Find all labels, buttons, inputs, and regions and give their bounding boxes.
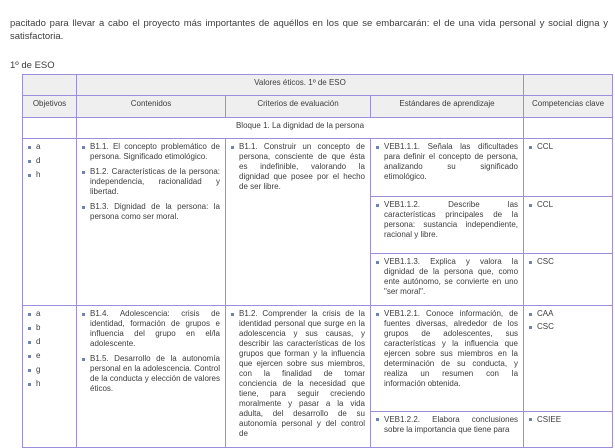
criterio-item: B1.2. Comprender la crisis de la identidad personal que surge en la adolescencia y sus causas, y describir las características de los grupos que forman y la influencia que ejercen sobre sus miembros, con la finalidad de tomar conciencia de la necesidad que tiene, para seguir creciendo moralmente y pasar a la vida adulta, del desarrollo de su autonomía personal y del control de — [231, 309, 365, 439]
table-title-cell: Valores éticos. 1º de ESO — [77, 75, 524, 96]
objetivos-list — [28, 309, 71, 389]
section-heading: 1º de ESO — [10, 59, 55, 71]
intro-paragraph: pacitado para llevar a cabo el proyecto más importantes de aquéllos en los que se embarcarán: el de una vida personal y social digna y satisfactoria. — [10, 17, 608, 42]
objetivos-list — [28, 142, 71, 180]
objetivo-item: g — [28, 365, 71, 375]
competencia-item: CSC — [529, 257, 607, 267]
competencia-item: CSC — [529, 322, 607, 332]
column-header-row — [23, 96, 613, 118]
competencias-cell — [524, 254, 613, 306]
column-header-competencias: Competencias clave — [524, 96, 613, 118]
criterios-cell — [226, 139, 371, 306]
estandar-item: VEB1.1.1. Señala las dificultades para definir el concepto de persona, analizando su significado etimológico. — [376, 142, 518, 182]
estandar-item: VEB1.2.1. Conoce información, de fuentes diversas, alrededor de los grupos de adolescentes, sus características y la influencia que ejercen sobre sus miembros en la determinación de su conducta, y realiza un resumen con la información obtenida. — [376, 309, 518, 389]
contenido-item: B1.3. Dignidad de la persona: la persona como ser moral. — [82, 202, 220, 222]
criterios-list — [231, 309, 365, 439]
column-header-objetivos: Objetivos — [23, 96, 77, 118]
objetivos-cell — [23, 139, 77, 306]
criterios-list — [231, 142, 365, 192]
title-corner-right-cell — [524, 75, 613, 96]
objetivo-item: a — [28, 309, 71, 319]
contenido-item: B1.1. El concepto problemático de persona. Significado etimológico. — [82, 142, 220, 162]
table-row — [23, 139, 613, 197]
objetivo-item: b — [28, 323, 71, 333]
estandar-cell — [371, 306, 524, 412]
competencias-cell — [524, 139, 613, 197]
block-right-cell — [524, 118, 613, 139]
contenido-item: B1.5. Desarrollo de la autonomía personal en la adolescencia. Control de la conducta y elección de valores éticos. — [82, 354, 220, 394]
competencia-item: CSIEE — [529, 415, 607, 425]
contenido-item: B1.4. Adolescencia: crisis de identidad, formación de grupos e influencia del grupo en el/la adolescente. — [82, 309, 220, 349]
criterios-cell — [226, 306, 371, 448]
block-header-row — [23, 118, 613, 139]
objetivos-cell — [23, 306, 77, 448]
contenidos-cell — [77, 139, 226, 306]
competencias-cell — [524, 306, 613, 412]
title-corner-left-cell — [23, 75, 77, 96]
criterio-item: B1.1. Construir un concepto de persona, consciente de que ésta es indefinible, valorando la dignidad que posee por el hecho de ser libre. — [231, 142, 365, 192]
estandar-item: VEB1.1.3. Explica y valora la dignidad de la persona que, como ente autónomo, se convierte en uno "ser moral". — [376, 257, 518, 297]
contenidos-list — [82, 309, 220, 394]
objetivo-item: d — [28, 156, 71, 166]
competencia-item: CAA — [529, 309, 607, 319]
estandar-cell — [371, 197, 524, 254]
objetivo-item: a — [28, 142, 71, 152]
estandar-cell — [371, 411, 524, 447]
estandar-item: VEB1.2.2. Elabora conclusiones sobre la importancia que tiene para — [376, 415, 518, 435]
competencias-cell — [524, 197, 613, 254]
estandar-item: VEB1.1.2. Describe las características principales de la persona: sustancia independiente, racional y libre. — [376, 200, 518, 240]
competencia-item: CCL — [529, 200, 607, 210]
competencia-item: CCL — [529, 142, 607, 152]
contenidos-list — [82, 142, 220, 222]
block-header-cell: Bloque 1. La dignidad de la persona — [77, 118, 524, 139]
contenidos-cell — [77, 306, 226, 448]
competencias-cell — [524, 411, 613, 447]
objetivo-item: h — [28, 379, 71, 389]
curriculum-table — [22, 74, 613, 448]
column-header-estandares: Estándares de aprendizaje — [371, 96, 524, 118]
column-header-contenidos: Contenidos — [77, 96, 226, 118]
objetivo-item: e — [28, 351, 71, 361]
estandar-cell — [371, 254, 524, 306]
column-header-criterios: Criterios de evaluación — [226, 96, 371, 118]
objetivo-item: d — [28, 337, 71, 347]
block-left-cell — [23, 118, 77, 139]
contenido-item: B1.2. Características de la persona: independencia, racionalidad y libertad. — [82, 167, 220, 197]
objetivo-item: h — [28, 170, 71, 180]
table-title-row — [23, 75, 613, 96]
table-row — [23, 306, 613, 412]
estandar-cell — [371, 139, 524, 197]
